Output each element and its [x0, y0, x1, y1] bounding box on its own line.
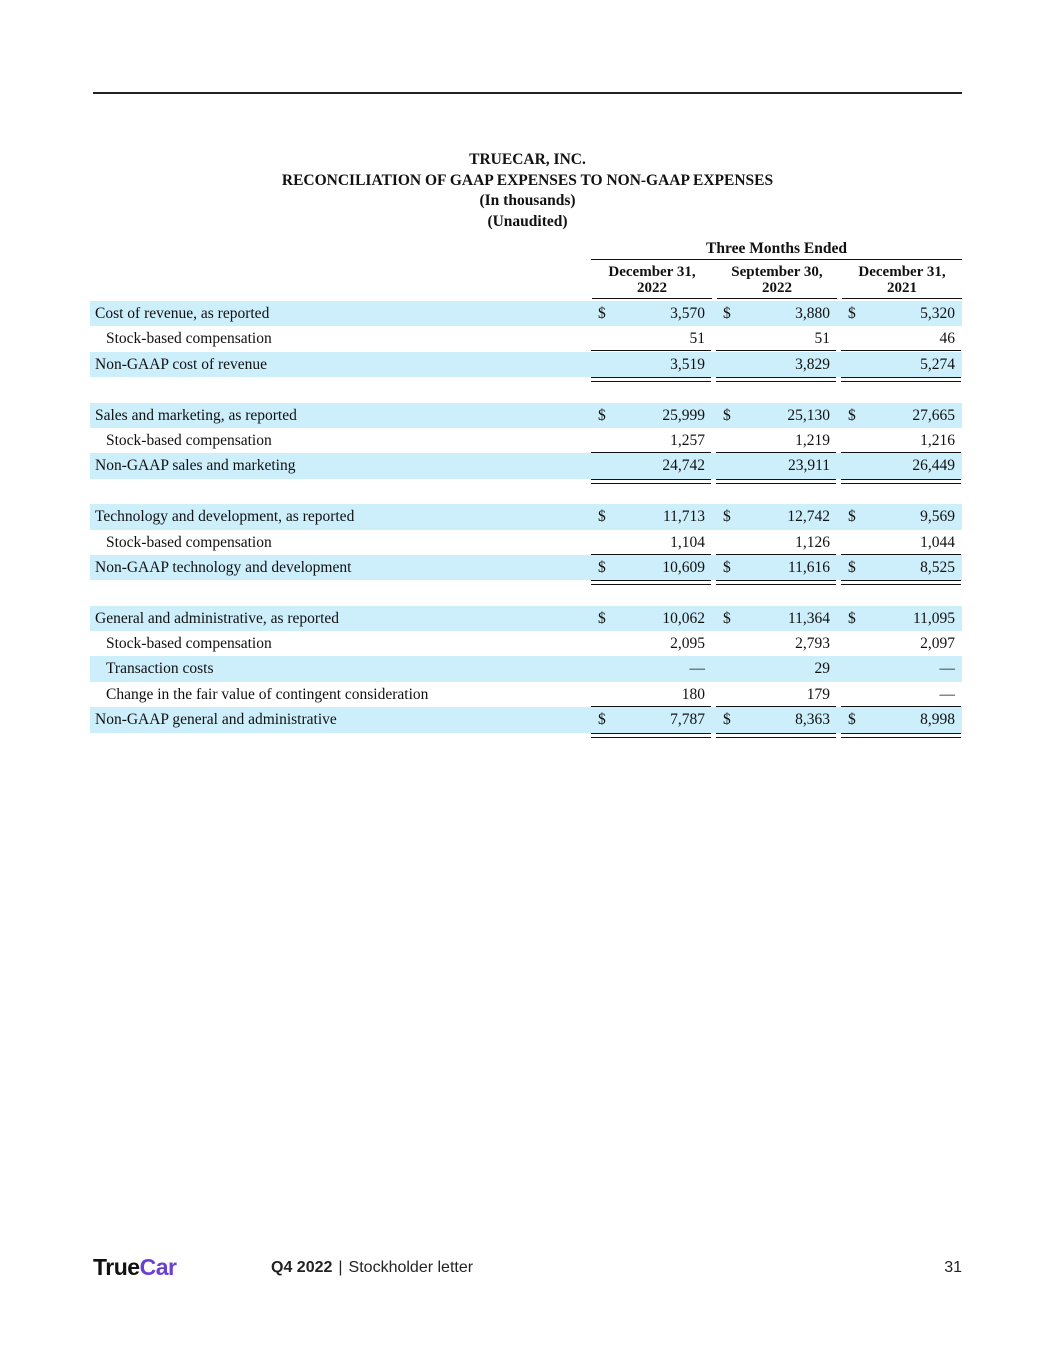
- spacer-row: [90, 580, 962, 605]
- value-cell: 7,787: [670, 711, 705, 729]
- audit-note: (Unaudited): [487, 212, 568, 230]
- page-number: 31: [944, 1259, 962, 1276]
- value-cell: 2,793: [795, 635, 830, 653]
- table-row: [90, 326, 962, 351]
- top-rule: [93, 92, 962, 94]
- value-cell: 10,609: [662, 558, 705, 576]
- units-note: (In thousands): [479, 192, 576, 209]
- row-label: Stock-based compensation: [106, 533, 272, 551]
- value-cell: 27,665: [912, 406, 955, 424]
- value-cell: 8,525: [920, 558, 955, 576]
- table-row: [90, 631, 962, 656]
- value-cell: 23,911: [787, 457, 830, 475]
- table-row: [90, 530, 962, 555]
- value-cell: —: [689, 660, 705, 678]
- row-label: Non-GAAP sales and marketing: [95, 457, 296, 475]
- reconciliation-table: [90, 301, 962, 733]
- table-row: [90, 606, 962, 631]
- column-header-sep-2022: September 30, 2022: [717, 264, 837, 299]
- row-label: Stock-based compensation: [106, 330, 272, 348]
- table-row: [90, 453, 962, 478]
- row-label: Non-GAAP cost of revenue: [95, 355, 268, 373]
- table-row: [90, 403, 962, 428]
- value-cell: 11,616: [787, 558, 830, 576]
- value-cell: 179: [806, 685, 830, 703]
- currency-symbol: $: [848, 406, 856, 424]
- currency-symbol: $: [723, 406, 731, 424]
- row-label: Technology and development, as reported: [95, 508, 355, 526]
- currency-symbol: $: [598, 558, 606, 576]
- value-cell: 25,130: [787, 406, 830, 424]
- value-cell: 11,095: [912, 609, 955, 627]
- table-row: [90, 352, 962, 377]
- currency-symbol: $: [848, 711, 856, 729]
- value-cell: 11,713: [662, 508, 705, 526]
- row-label: Non-GAAP general and administrative: [95, 711, 337, 729]
- footer-doc-label: [271, 1259, 473, 1277]
- value-cell: 180: [681, 685, 705, 703]
- spacer-row: [90, 377, 962, 402]
- row-label: Sales and marketing, as reported: [95, 406, 297, 424]
- value-cell: 25,999: [662, 406, 705, 424]
- value-cell: 9,569: [920, 508, 955, 526]
- column-group-header: Three Months Ended: [591, 240, 962, 260]
- table-row: [90, 682, 962, 707]
- currency-symbol: $: [598, 508, 606, 526]
- value-cell: 8,363: [795, 711, 830, 729]
- value-cell: 3,829: [795, 355, 830, 373]
- footer-quarter: Q4 2022: [271, 1259, 333, 1276]
- company-name: TRUECAR, INC.: [469, 151, 586, 168]
- row-label: General and administrative, as reported: [95, 609, 340, 627]
- currency-symbol: $: [598, 406, 606, 424]
- row-label: Cost of revenue, as reported: [95, 305, 270, 322]
- value-cell: 3,519: [670, 355, 705, 373]
- value-cell: 3,570: [670, 305, 705, 322]
- footer-doc-name: Stockholder letter: [348, 1259, 474, 1276]
- table-row: [90, 656, 962, 681]
- logo-car-text: Car: [139, 1254, 177, 1280]
- value-cell: 1,257: [670, 431, 705, 449]
- row-label: Transaction costs: [106, 660, 214, 678]
- value-cell: 5,320: [920, 305, 955, 322]
- report-title: RECONCILIATION OF GAAP EXPENSES TO NON-GAAP EXPENSES: [281, 171, 774, 189]
- value-cell: 11,364: [787, 609, 830, 627]
- currency-symbol: $: [848, 609, 856, 627]
- row-label: Change in the fair value of contingent consideration: [106, 685, 429, 703]
- value-cell: 1,104: [670, 533, 705, 551]
- truecar-logo: [93, 1254, 176, 1281]
- row-label: Non-GAAP technology and development: [95, 558, 352, 576]
- row-label: Stock-based compensation: [106, 431, 272, 449]
- table-row: [90, 428, 962, 453]
- currency-symbol: $: [598, 305, 606, 322]
- value-cell: 51: [689, 330, 705, 348]
- currency-symbol: $: [848, 305, 856, 322]
- value-cell: 51: [814, 330, 830, 348]
- row-label: Stock-based compensation: [106, 635, 272, 653]
- value-cell: —: [939, 685, 955, 703]
- report-titles: [93, 150, 962, 232]
- value-cell: 3,880: [795, 305, 830, 322]
- currency-symbol: $: [723, 305, 731, 322]
- value-cell: 8,998: [920, 711, 955, 729]
- currency-symbol: $: [723, 508, 731, 526]
- value-cell: 12,742: [787, 508, 830, 526]
- table-row: [90, 707, 962, 732]
- value-cell: —: [939, 660, 955, 678]
- table-row: [90, 504, 962, 529]
- value-cell: 46: [939, 330, 955, 348]
- currency-symbol: $: [848, 558, 856, 576]
- currency-symbol: $: [598, 609, 606, 627]
- currency-symbol: $: [723, 711, 731, 729]
- currency-symbol: $: [723, 609, 731, 627]
- spacer-row: [90, 479, 962, 504]
- value-cell: 2,095: [670, 635, 705, 653]
- currency-symbol: $: [723, 558, 731, 576]
- footer-separator: |: [338, 1259, 343, 1276]
- value-cell: 24,742: [662, 457, 705, 475]
- logo-true-text: True: [93, 1254, 140, 1280]
- column-header-dec-2022: December 31, 2022: [592, 264, 712, 299]
- value-cell: 1,216: [920, 431, 955, 449]
- table-row: [90, 555, 962, 580]
- value-cell: 26,449: [912, 457, 955, 475]
- value-cell: 5,274: [920, 355, 955, 373]
- value-cell: 1,044: [920, 533, 955, 551]
- value-cell: 1,219: [795, 431, 830, 449]
- value-cell: 10,062: [662, 609, 705, 627]
- currency-symbol: $: [598, 711, 606, 729]
- value-cell: 1,126: [795, 533, 830, 551]
- value-cell: 2,097: [920, 635, 955, 653]
- value-cell: 29: [814, 660, 830, 678]
- table-row: [90, 301, 962, 326]
- column-header-dec-2021: December 31, 2021: [842, 264, 962, 299]
- currency-symbol: $: [848, 508, 856, 526]
